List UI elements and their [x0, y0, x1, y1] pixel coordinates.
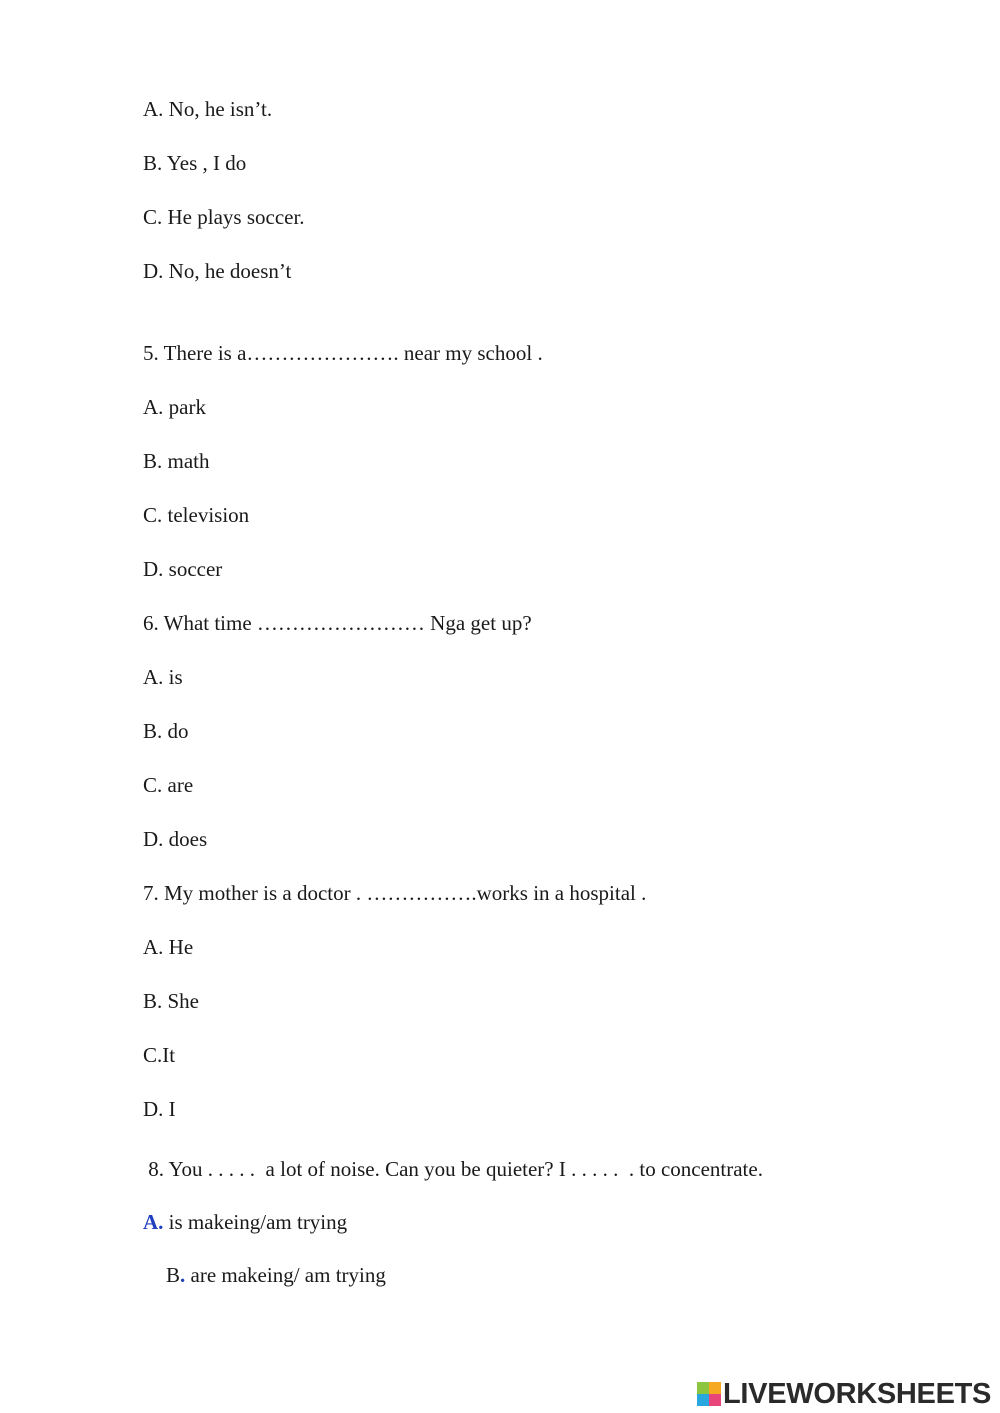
q8-option-b-dot: . [180, 1263, 186, 1287]
liveworksheets-logo-text: LIVEWORKSHEETS [723, 1378, 992, 1410]
q7-option-a: A. He [143, 935, 194, 959]
q7-question: 7. My mother is a doctor . …………….works in a hospital . [143, 881, 647, 905]
q5-option-d: D. soccer [143, 557, 223, 581]
q7-option-d: D. I [143, 1097, 176, 1121]
q4-option-c: C. He plays soccer. [143, 205, 305, 229]
q6-question: 6. What time …………………… Nga get up? [143, 611, 532, 635]
q6-option-d: D. does [143, 827, 208, 851]
q4-option-a: A. No, he isn’t. [143, 97, 273, 121]
q6-option-a: A. is [143, 665, 183, 689]
q8-option-b-letter: B [166, 1263, 181, 1287]
q8-option-a [143, 1209, 347, 1235]
q8-option-b-text: are makeing/ am trying [185, 1263, 386, 1287]
q4-option-b: B. Yes , I do [143, 151, 247, 175]
q4-option-d: D. No, he doesn’t [143, 259, 292, 283]
q8-question: 8. You . . . . . a lot of noise. Can you be quieter? I . . . . . . to concentrate. [143, 1157, 763, 1181]
q5-option-c: C. television [143, 503, 250, 527]
q6-option-b: B. do [143, 719, 189, 743]
q8-option-a-text: is makeing/am trying [163, 1210, 348, 1234]
q8-option-b [166, 1262, 386, 1288]
q5-option-a: A. park [143, 395, 206, 419]
q7-option-b: B. She [143, 989, 200, 1013]
liveworksheets-logo [697, 1378, 991, 1410]
q5-option-b: B. math [143, 449, 210, 473]
q7-option-c: C.It [143, 1043, 176, 1067]
liveworksheets-logo-icon [697, 1382, 721, 1406]
q6-option-c: C. are [143, 773, 194, 797]
q8-option-a-letter: A. [143, 1210, 164, 1234]
q5-question: 5. There is a…………………. near my school . [143, 341, 543, 365]
